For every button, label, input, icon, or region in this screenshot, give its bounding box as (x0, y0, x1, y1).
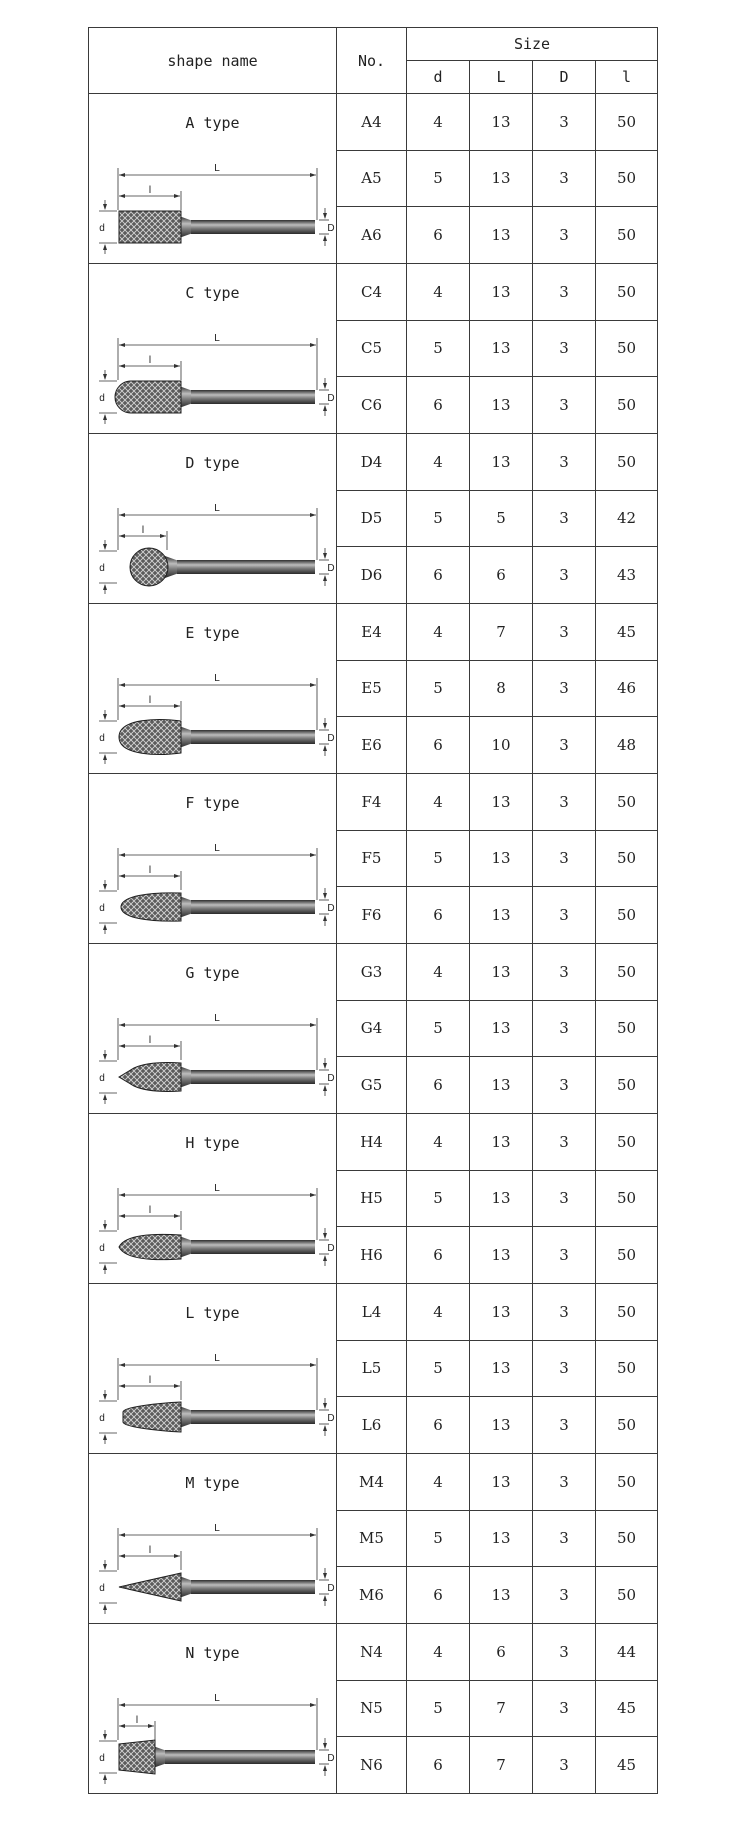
model-number-cell: C4 (337, 264, 407, 321)
burr-head (119, 1063, 181, 1092)
size-l-cell: 45 (596, 604, 658, 661)
size-d-cell: 5 (407, 1680, 470, 1737)
size-d-cell: 4 (407, 1624, 470, 1681)
model-number-cell: E6 (337, 717, 407, 774)
dimension-lines (99, 1528, 329, 1614)
size-l-cell: 50 (596, 774, 658, 831)
table-row (89, 1284, 658, 1341)
shape-cell (89, 94, 337, 264)
dimension-arrows (103, 1023, 327, 1100)
type-label: G type (185, 964, 240, 982)
size-l-cell: 45 (596, 1680, 658, 1737)
size-d-cell: 5 (407, 1000, 470, 1057)
size-L-cell: 7 (470, 604, 533, 661)
burr-shank (191, 730, 315, 744)
model-number-cell: F5 (337, 830, 407, 887)
size-D-cell: 3 (533, 1170, 596, 1227)
size-d-cell: 5 (407, 660, 470, 717)
header-shape-name: shape name (89, 28, 337, 94)
dim-label-L: L (214, 163, 220, 174)
dim-label-d: d (99, 563, 105, 574)
size-D-cell: 3 (533, 434, 596, 491)
model-number-cell: F4 (337, 774, 407, 831)
dim-label-D: D (327, 1073, 335, 1084)
size-l-cell: 50 (596, 887, 658, 944)
size-l-cell: 50 (596, 1057, 658, 1114)
dim-label-L: L (214, 1013, 220, 1024)
size-D-cell: 3 (533, 1057, 596, 1114)
size-L-cell: 13 (470, 944, 533, 1001)
dim-label-l: l (148, 185, 152, 196)
dim-label-L: L (214, 673, 220, 684)
ball-burr-drawing (89, 480, 335, 598)
dim-label-d: d (99, 1413, 105, 1424)
size-L-cell: 13 (470, 1057, 533, 1114)
model-number-cell: M6 (337, 1567, 407, 1624)
size-D-cell: 3 (533, 1737, 596, 1794)
size-D-cell: 3 (533, 1340, 596, 1397)
dim-label-l: l (148, 1545, 152, 1556)
dim-label-D: D (327, 393, 335, 404)
size-D-cell: 3 (533, 1510, 596, 1567)
size-D-cell: 3 (533, 150, 596, 207)
size-L-cell: 6 (470, 1624, 533, 1681)
size-L-cell: 5 (470, 490, 533, 547)
size-L-cell: 6 (470, 547, 533, 604)
size-d-cell: 4 (407, 264, 470, 321)
size-d-cell: 4 (407, 1284, 470, 1341)
dim-label-D: D (327, 1753, 335, 1764)
header-col-D: D (533, 61, 596, 94)
shape-cell (89, 604, 337, 774)
header-col-L: L (470, 61, 533, 94)
dim-label-d: d (99, 903, 105, 914)
burr-shank (177, 560, 315, 574)
dim-label-D: D (327, 1243, 335, 1254)
model-number-cell: H4 (337, 1114, 407, 1171)
size-D-cell: 3 (533, 94, 596, 151)
type-label: E type (185, 624, 240, 642)
dim-label-L: L (214, 1523, 220, 1534)
size-d-cell: 4 (407, 774, 470, 831)
size-d-cell: 5 (407, 830, 470, 887)
shape-cell (89, 1454, 337, 1624)
size-d-cell: 5 (407, 1340, 470, 1397)
size-d-cell: 5 (407, 320, 470, 377)
size-d-cell: 4 (407, 434, 470, 491)
model-number-cell: L5 (337, 1340, 407, 1397)
dim-label-d: d (99, 1583, 105, 1594)
model-number-cell: D4 (337, 434, 407, 491)
size-l-cell: 50 (596, 1170, 658, 1227)
dim-label-L: L (214, 503, 220, 514)
burr-head (130, 548, 168, 586)
size-l-cell: 50 (596, 1510, 658, 1567)
size-d-cell: 6 (407, 1397, 470, 1454)
size-L-cell: 13 (470, 320, 533, 377)
size-l-cell: 50 (596, 830, 658, 887)
cylinder-burr-drawing (89, 140, 335, 258)
size-l-cell: 50 (596, 150, 658, 207)
size-l-cell: 45 (596, 1737, 658, 1794)
shape-cell (89, 264, 337, 434)
header-size: Size (407, 28, 658, 61)
size-L-cell: 13 (470, 1000, 533, 1057)
taper-round-burr-drawing (89, 1330, 335, 1448)
model-number-cell: D5 (337, 490, 407, 547)
type-label: N type (185, 1644, 240, 1662)
model-number-cell: M4 (337, 1454, 407, 1511)
burr-head (119, 720, 181, 755)
size-d-cell: 5 (407, 1510, 470, 1567)
size-D-cell: 3 (533, 887, 596, 944)
burr-head (119, 1234, 181, 1259)
model-number-cell: E5 (337, 660, 407, 717)
model-number-cell: C5 (337, 320, 407, 377)
size-l-cell: 46 (596, 660, 658, 717)
dimension-arrows (103, 1363, 327, 1440)
size-L-cell: 13 (470, 1340, 533, 1397)
size-l-cell: 50 (596, 1340, 658, 1397)
size-L-cell: 7 (470, 1680, 533, 1737)
dimension-lines (99, 1188, 329, 1274)
shape-cell (89, 1624, 337, 1794)
burr-shank (191, 900, 315, 914)
dim-label-L: L (214, 333, 220, 344)
dim-label-l: l (148, 865, 152, 876)
size-d-cell: 4 (407, 1454, 470, 1511)
model-number-cell: D6 (337, 547, 407, 604)
model-number-cell: G3 (337, 944, 407, 1001)
size-L-cell: 13 (470, 150, 533, 207)
size-D-cell: 3 (533, 320, 596, 377)
shape-cell (89, 774, 337, 944)
size-L-cell: 13 (470, 94, 533, 151)
size-d-cell: 6 (407, 377, 470, 434)
size-d-cell: 6 (407, 1057, 470, 1114)
type-label: L type (185, 1304, 240, 1322)
size-l-cell: 50 (596, 434, 658, 491)
size-L-cell: 13 (470, 1510, 533, 1567)
dim-label-D: D (327, 903, 335, 914)
size-l-cell: 50 (596, 944, 658, 1001)
burr-shank (191, 1580, 315, 1594)
burr-head (121, 893, 181, 921)
size-D-cell: 3 (533, 604, 596, 661)
size-l-cell: 50 (596, 377, 658, 434)
size-d-cell: 4 (407, 944, 470, 1001)
table-row (89, 774, 658, 831)
burr-shank (191, 1240, 315, 1254)
model-number-cell: N5 (337, 1680, 407, 1737)
size-D-cell: 3 (533, 944, 596, 1001)
size-D-cell: 3 (533, 1000, 596, 1057)
size-l-cell: 50 (596, 94, 658, 151)
shape-cell (89, 1114, 337, 1284)
dim-label-L: L (214, 1353, 220, 1364)
burr-head (119, 211, 181, 243)
burr-shank (165, 1750, 315, 1764)
model-number-cell: N6 (337, 1737, 407, 1794)
size-l-cell: 43 (596, 547, 658, 604)
size-d-cell: 6 (407, 1227, 470, 1284)
flame-burr-drawing (89, 1160, 335, 1278)
tree-round-burr-drawing (89, 820, 335, 938)
size-d-cell: 6 (407, 887, 470, 944)
type-label: H type (185, 1134, 240, 1152)
table-row (89, 1454, 658, 1511)
model-number-cell: F6 (337, 887, 407, 944)
cone-burr-drawing (89, 1500, 335, 1618)
size-L-cell: 13 (470, 830, 533, 887)
size-l-cell: 50 (596, 264, 658, 321)
table-row (89, 434, 658, 491)
dimension-lines (99, 848, 329, 934)
type-label: D type (185, 454, 240, 472)
burr-shank (191, 1410, 315, 1424)
size-d-cell: 5 (407, 490, 470, 547)
table-row (89, 944, 658, 1001)
size-D-cell: 3 (533, 1227, 596, 1284)
size-D-cell: 3 (533, 717, 596, 774)
size-L-cell: 13 (470, 774, 533, 831)
burr-shank (191, 390, 315, 404)
size-D-cell: 3 (533, 830, 596, 887)
size-L-cell: 8 (470, 660, 533, 717)
size-D-cell: 3 (533, 547, 596, 604)
size-L-cell: 10 (470, 717, 533, 774)
size-D-cell: 3 (533, 490, 596, 547)
model-number-cell: E4 (337, 604, 407, 661)
size-l-cell: 44 (596, 1624, 658, 1681)
type-label: F type (185, 794, 240, 812)
dim-label-l: l (141, 525, 145, 536)
size-L-cell: 13 (470, 1454, 533, 1511)
shape-cell (89, 434, 337, 604)
size-L-cell: 13 (470, 887, 533, 944)
table-row (89, 604, 658, 661)
size-D-cell: 3 (533, 1567, 596, 1624)
size-d-cell: 5 (407, 150, 470, 207)
model-number-cell: A6 (337, 207, 407, 264)
dim-label-D: D (327, 733, 335, 744)
size-L-cell: 13 (470, 1114, 533, 1171)
dim-label-L: L (214, 843, 220, 854)
size-D-cell: 3 (533, 207, 596, 264)
size-L-cell: 13 (470, 1170, 533, 1227)
size-D-cell: 3 (533, 660, 596, 717)
size-D-cell: 3 (533, 377, 596, 434)
shape-cell (89, 944, 337, 1114)
model-number-cell: N4 (337, 1624, 407, 1681)
size-D-cell: 3 (533, 774, 596, 831)
dim-label-L: L (214, 1183, 220, 1194)
dim-label-D: D (327, 563, 335, 574)
size-l-cell: 50 (596, 1567, 658, 1624)
model-number-cell: M5 (337, 1510, 407, 1567)
model-number-cell: H5 (337, 1170, 407, 1227)
dimension-lines (99, 1018, 329, 1104)
size-l-cell: 42 (596, 490, 658, 547)
size-L-cell: 13 (470, 434, 533, 491)
size-l-cell: 50 (596, 1114, 658, 1171)
size-l-cell: 50 (596, 1454, 658, 1511)
dim-label-l: l (148, 1205, 152, 1216)
size-D-cell: 3 (533, 1114, 596, 1171)
dimension-arrows (103, 1193, 327, 1270)
burr-shank (191, 1070, 315, 1084)
burr-head (119, 1740, 155, 1774)
dim-label-l: l (148, 695, 152, 706)
dimension-arrows (103, 1533, 327, 1610)
dimension-lines (99, 508, 329, 594)
size-L-cell: 13 (470, 1284, 533, 1341)
size-d-cell: 6 (407, 1737, 470, 1794)
size-L-cell: 13 (470, 1397, 533, 1454)
dim-label-D: D (327, 223, 335, 234)
shape-cell (89, 1284, 337, 1454)
header-no: No. (337, 28, 407, 94)
model-number-cell: A5 (337, 150, 407, 207)
model-number-cell: H6 (337, 1227, 407, 1284)
burr-head (115, 381, 181, 413)
model-number-cell: L6 (337, 1397, 407, 1454)
size-d-cell: 4 (407, 1114, 470, 1171)
size-l-cell: 48 (596, 717, 658, 774)
size-D-cell: 3 (533, 1397, 596, 1454)
size-L-cell: 7 (470, 1737, 533, 1794)
size-L-cell: 13 (470, 207, 533, 264)
size-L-cell: 13 (470, 377, 533, 434)
size-d-cell: 6 (407, 207, 470, 264)
table-row (89, 264, 658, 321)
size-l-cell: 50 (596, 1284, 658, 1341)
model-number-cell: A4 (337, 94, 407, 151)
size-d-cell: 5 (407, 1170, 470, 1227)
size-l-cell: 50 (596, 1227, 658, 1284)
cylinder-ball-nose-burr-drawing (89, 310, 335, 428)
model-number-cell: L4 (337, 1284, 407, 1341)
size-L-cell: 13 (470, 1227, 533, 1284)
burr-head (123, 1402, 181, 1432)
size-D-cell: 3 (533, 1454, 596, 1511)
header-col-l: l (596, 61, 658, 94)
dim-label-l: l (135, 1715, 139, 1726)
header-col-d: d (407, 61, 470, 94)
size-L-cell: 13 (470, 1567, 533, 1624)
dim-label-L: L (214, 1693, 220, 1704)
dim-label-D: D (327, 1413, 335, 1424)
size-l-cell: 50 (596, 320, 658, 377)
model-number-cell: G5 (337, 1057, 407, 1114)
size-l-cell: 50 (596, 1397, 658, 1454)
type-label: A type (185, 114, 240, 132)
size-d-cell: 4 (407, 604, 470, 661)
table-row (89, 1624, 658, 1681)
dim-label-d: d (99, 1073, 105, 1084)
dim-label-d: d (99, 1243, 105, 1254)
dim-label-d: d (99, 733, 105, 744)
inverted-cone-burr-drawing (89, 1670, 335, 1788)
size-d-cell: 6 (407, 717, 470, 774)
size-d-cell: 6 (407, 547, 470, 604)
size-D-cell: 3 (533, 1624, 596, 1681)
table-row (89, 1114, 658, 1171)
dim-label-D: D (327, 1583, 335, 1594)
size-l-cell: 50 (596, 1000, 658, 1057)
size-l-cell: 50 (596, 207, 658, 264)
size-D-cell: 3 (533, 1680, 596, 1737)
oval-burr-drawing (89, 650, 335, 768)
burr-shank (191, 220, 315, 234)
dim-label-l: l (148, 1035, 152, 1046)
size-d-cell: 4 (407, 94, 470, 151)
dim-label-d: d (99, 223, 105, 234)
tree-pointed-burr-drawing (89, 990, 335, 1108)
table-row (89, 94, 658, 151)
dim-label-d: d (99, 393, 105, 404)
dim-label-l: l (148, 1375, 152, 1386)
dimension-lines (99, 1358, 329, 1444)
burr-size-table (88, 27, 658, 1794)
dim-label-l: l (148, 355, 152, 366)
type-label: M type (185, 1474, 240, 1492)
model-number-cell: G4 (337, 1000, 407, 1057)
model-number-cell: C6 (337, 377, 407, 434)
size-d-cell: 6 (407, 1567, 470, 1624)
size-D-cell: 3 (533, 1284, 596, 1341)
burr-head (119, 1573, 181, 1601)
dim-label-d: d (99, 1753, 105, 1764)
size-L-cell: 13 (470, 264, 533, 321)
type-label: C type (185, 284, 240, 302)
size-D-cell: 3 (533, 264, 596, 321)
